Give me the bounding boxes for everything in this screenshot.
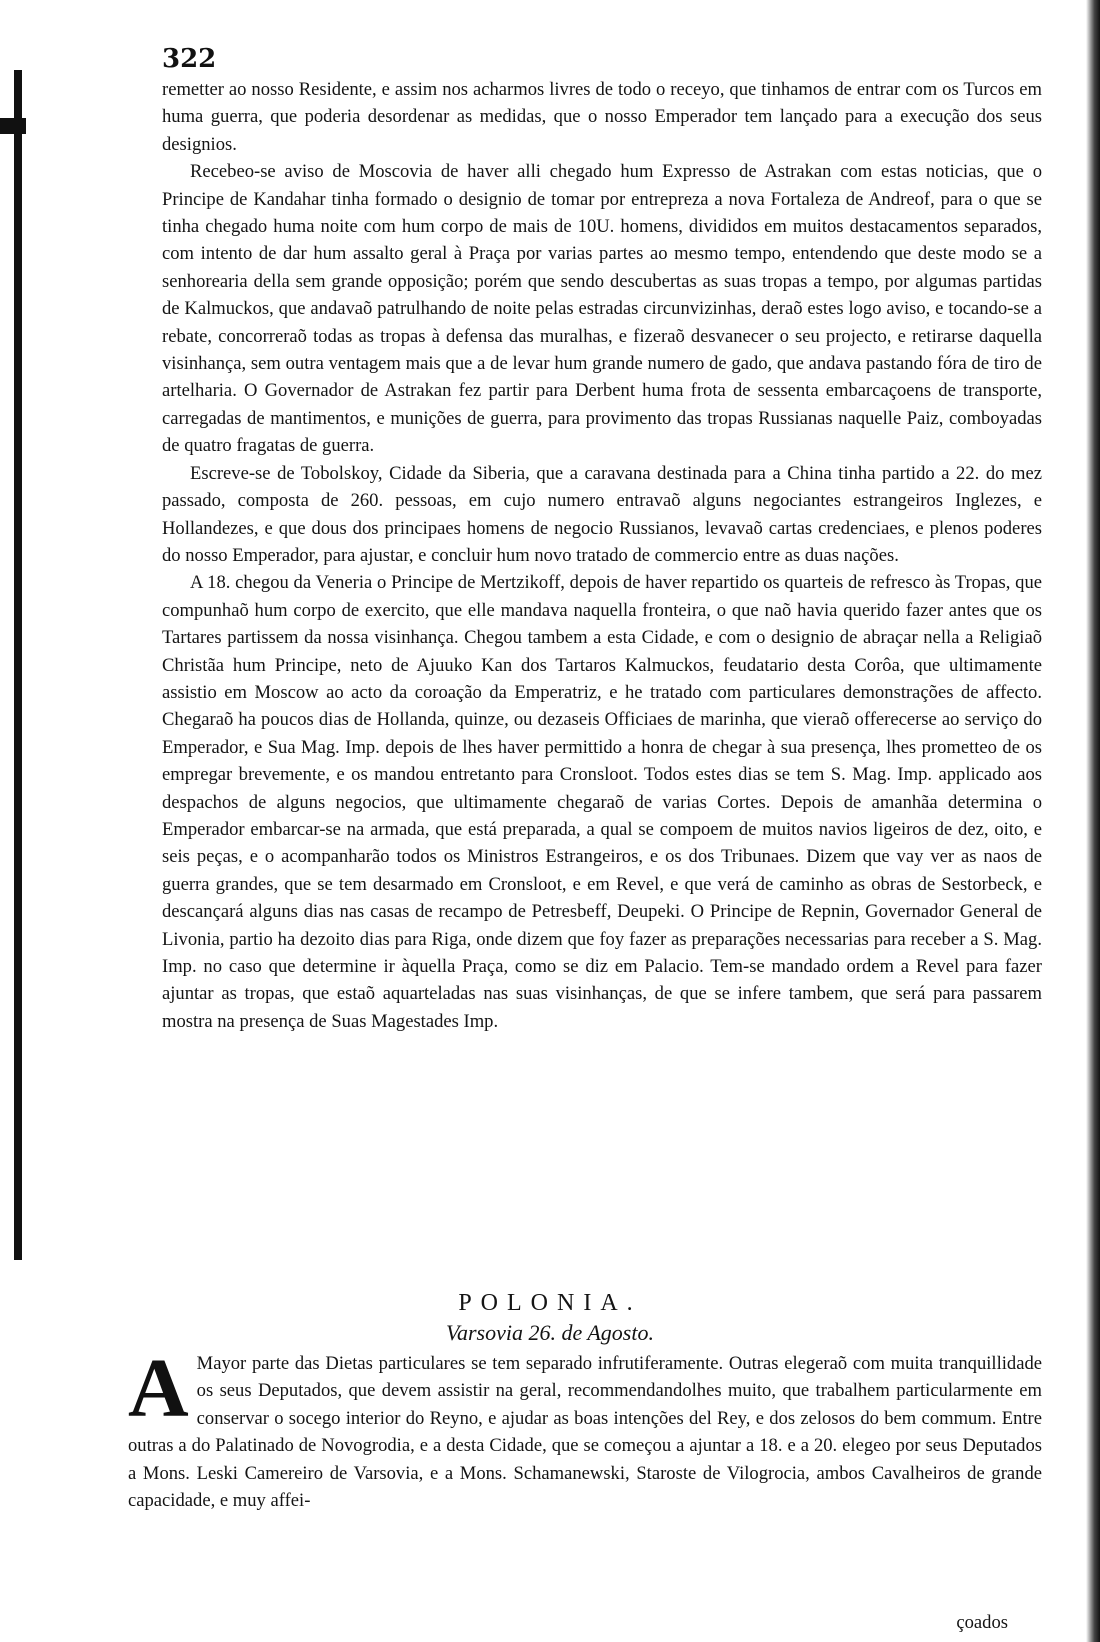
drop-cap: A (128, 1342, 189, 1435)
scan-edge-right (1086, 0, 1100, 1642)
paragraph-polonia: Mayor parte das Dietas particulares se tem separado infrutiferamente. Outras elegeraõ com muita tranquillidade os seus Deputados, que devem assistir na geral, recommendandolhes muito, que trabalhem particularmente em conservar o socego interior do Reyno, e ajudar as boas intenções del Rey, e dos zelosos do bem commum. Entre outras a do Palatinado de Novogrodia, e a desta Cidade, que se começou a ajuntar a 18. e a 20. elegeo por seus Deputados a Mons. Leski Camereiro de Varsovia, e a Mons. Schamanewski, Staroste de Vilogrocia, ambos Cavalheiros de grande capacidade, e muy affei- (128, 1353, 1042, 1512)
page-number: 322 (162, 44, 217, 74)
paragraph-moscovia: Recebeo-se aviso de Moscovia de haver alli chegado hum Expresso de Astrakan com estas noticias, que o Principe de Kandahar tinha formado o designio de tomar por entrepreza a nova Fortaleza de Andreof, para o que se tinha chegado huma noite com hum corpo de mais de 10U. homens, divididos em muitos destacamentos separados, com intento de dar hum assalto geral à Praça por varias partes ao mesmo tempo, entendendo que deste modo se a senhorearia della sem grande opposição; porém que sendo descubertas as suas tropas a tempo, por algumas partidas de Kalmuckos, que andavaõ patrulhando de noite pelas estradas circunvizinhas, deraõ estes logo aviso, e tocando-se a rebate, concorreraõ todas as tropas à defensa das muralhas, e fizeraõ desvanecer o seu projecto, e retirarse daquella visinhança, sem outra ventagem mais que a de levar hum grande numero de gado, que andava pastando fóra de tiro de artelharia. O Governador de Astrakan fez partir para Derbent huma frota de sessenta embarcaçoens de transporte, carregadas de mantimentos, e munições de guerra, para provimento das tropas Russianas naquelle Paiz, comboyadas de quatro fragatas de guerra. (162, 161, 1042, 457)
paragraph-tobolskoy: Escreve-se de Tobolskoy, Cidade da Siberia, que a caravana destinada para a China tinha partido a 22. do mez passado, composta de 260. pessoas, em cujo numero entravaõ alguns negociantes estrangeiros Inglezes, e Hollandezes, e que dous dos principaes homens de negocio Russianos, levavaõ cartas credenciaes, e plenos poderes do nosso Emperador, para ajustar, e concluir hum novo tratado de commercio entre as duas nações. (162, 462, 1042, 566)
catchword: çoados (956, 1612, 1008, 1633)
polonia-text (128, 1342, 1042, 1514)
paragraph-mertzikoff: A 18. chegou da Veneria o Principe de Mertzikoff, depois de haver repartido os quarteis de refresco às Tropas, que compunhaõ hum corpo de exercito, que elle mandava naquella fronteira, o que naõ havia querido fazer antes que os Tartares partissem da nossa visinhança. Chegou tambem a esta Cidade, e com o designio de abraçar nella a Religiaõ Christãa hum Principe, neto de Ajuuko Kan dos Tartaros Kalmuckos, feudatario desta Corôa, que ultimamente assistio em Moscow ao acto da coroação da Emperatriz, e he tratado com particulares demonstrações de affecto. Chegaraõ ha poucos dias de Hollanda, quinze, ou dezaseis Officiaes de marinha, que vieraõ offerecerse ao serviço do Emperador, e Sua Mag. Imp. depois de lhes haver permittido a honra de chegar à sua presença, lhes prometteo de os empregar brevemente, e os mandou entretanto para Cronsloot. Todos estes dias se tem S. Mag. Imp. applicado aos despachos de alguns negocios, que ultimamente chegaraõ de varias Cortes. Depois de amanhãa determina o Emperador embarcar-se na armada, que está preparada, a qual se compoem de muitos navios ligeiros de dez, oito, e seis peças, e o acompanharão todos os Ministros Estrangeiros, e os dos Tribunaes. Dizem que vay ver as naos de guerra grandes, que se tem desarmado em Cronsloot, e em Revel, e que verá de caminho as obras de Sestorbeck, e descançará alguns dias nas casas de recampo de Petresbeff, Deupeki. O Principe de Repnin, Governador General de Livonia, partio ha dezoito dias para Riga, onde dizem que foy fazer as preparações necessarias para receber a S. Mag. Imp. no caso que determine ir àquella Praça, como se diz em Palacio. Tem-se mandado ordem a Revel para fazer ajuntar as tropas, que estaõ aquarteladas nas suas visinhanças, de que se infere tambem, que será para passarem mostra na presença de Suas Magestades Imp. (162, 572, 1042, 1032)
paragraph-continuation: remetter ao nosso Residente, e assim nos acharmos livres de todo o receyo, que tinhamos de entrar com os Turcos em huma guerra, que poderia desordenar as medidas, que o nosso Emperador tem lançado para a execução dos seus designios. (162, 79, 1042, 155)
scan-binding-notch (0, 118, 26, 134)
scan-binding-edge (14, 70, 22, 1260)
body-text (162, 76, 1042, 1035)
section-title: POLONIA. (458, 1290, 642, 1316)
section-dateline: Varsovia 26. de Agosto. (446, 1320, 654, 1345)
